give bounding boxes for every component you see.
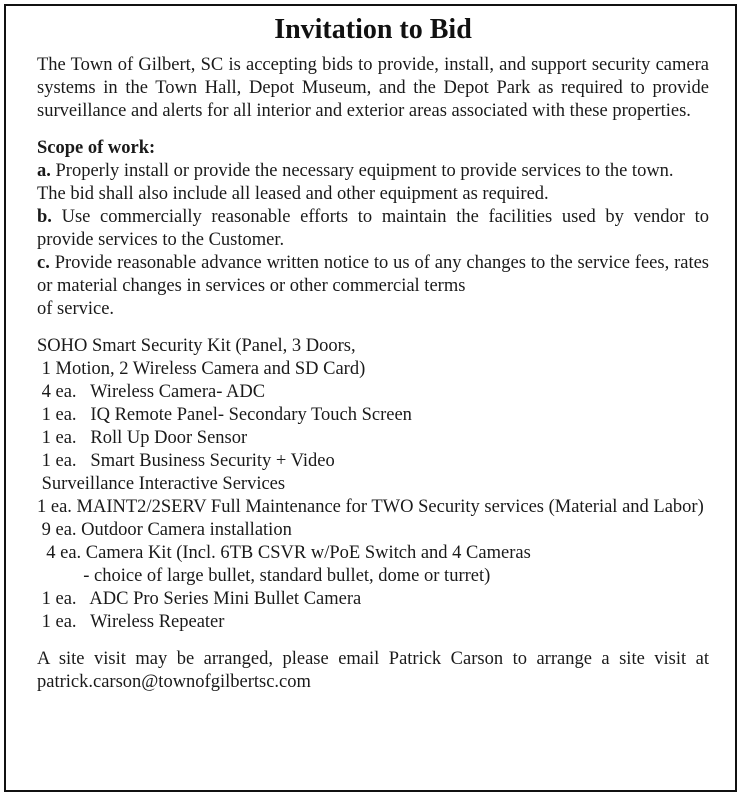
spacer: [37, 321, 709, 335]
list-item: Surveillance Interactive Services: [37, 474, 286, 494]
scope-item-b-label: b.: [37, 207, 52, 227]
scope-item-a: [37, 160, 709, 183]
scope-item-b: [37, 206, 709, 252]
list-item: 9 ea. Outdoor Camera installation: [37, 520, 292, 540]
scope-heading: Scope of work:: [37, 138, 156, 158]
scope-item-b-text: Use commercially reasonable efforts to maintain the facilities used by vendor to provide services to the Customer.: [37, 207, 709, 250]
list-item: - choice of large bullet, standard bullet, dome or turret): [37, 566, 491, 586]
list-item: 4 ea. Camera Kit (Incl. 6TB CSVR w/PoE Switch and 4 Cameras: [37, 543, 531, 563]
scope-item-c-text: Provide reasonable advance written notice to us of any changes to the service fees, rates or material changes in services or other commercial terms: [37, 253, 709, 296]
list-item: 1 ea. Roll Up Door Sensor: [37, 428, 248, 448]
scope-item-a-text: Properly install or provide the necessary equipment to provide services to the town.: [50, 161, 674, 181]
spacer: [37, 123, 709, 137]
closing-paragraph: A site visit may be arranged, please email Patrick Carson to arrange a site visit at patrick.carson@townofgilbertsc.com: [37, 649, 709, 692]
list-item: 1 ea. Wireless Repeater: [37, 612, 225, 632]
scope-item-c-label: c.: [37, 253, 50, 273]
page-title: Invitation to Bid: [274, 14, 472, 45]
list-item: 1 ea. Smart Business Security + Video: [37, 451, 335, 471]
scope-item-a-extra: The bid shall also include all leased and other equipment as required.: [37, 184, 549, 204]
scope-item-c: [37, 252, 709, 298]
list-item: 1 ea. IQ Remote Panel- Secondary Touch Screen: [37, 405, 412, 425]
list-item: 1 ea. MAINT2/2SERV Full Maintenance for TWO Security services (Material and Labor): [37, 497, 704, 517]
scope-item-a-label: a.: [37, 161, 51, 181]
intro-paragraph: The Town of Gilbert, SC is accepting bids to provide, install, and support security camera systems in the Town Hall, Depot Museum, and the Depot Park as required to provide surveillance and alerts for all interior and exterior areas associated with these properties.: [37, 55, 709, 121]
list-item: 1 Motion, 2 Wireless Camera and SD Card): [37, 359, 366, 379]
list-item: SOHO Smart Security Kit (Panel, 3 Doors,: [37, 336, 356, 356]
list-item: 4 ea. Wireless Camera- ADC: [37, 382, 266, 402]
spacer: [37, 634, 709, 648]
scope-item-c-tail: of service.: [37, 299, 115, 319]
notice-content: [37, 12, 709, 694]
list-item: 1 ea. ADC Pro Series Mini Bullet Camera: [37, 589, 362, 609]
